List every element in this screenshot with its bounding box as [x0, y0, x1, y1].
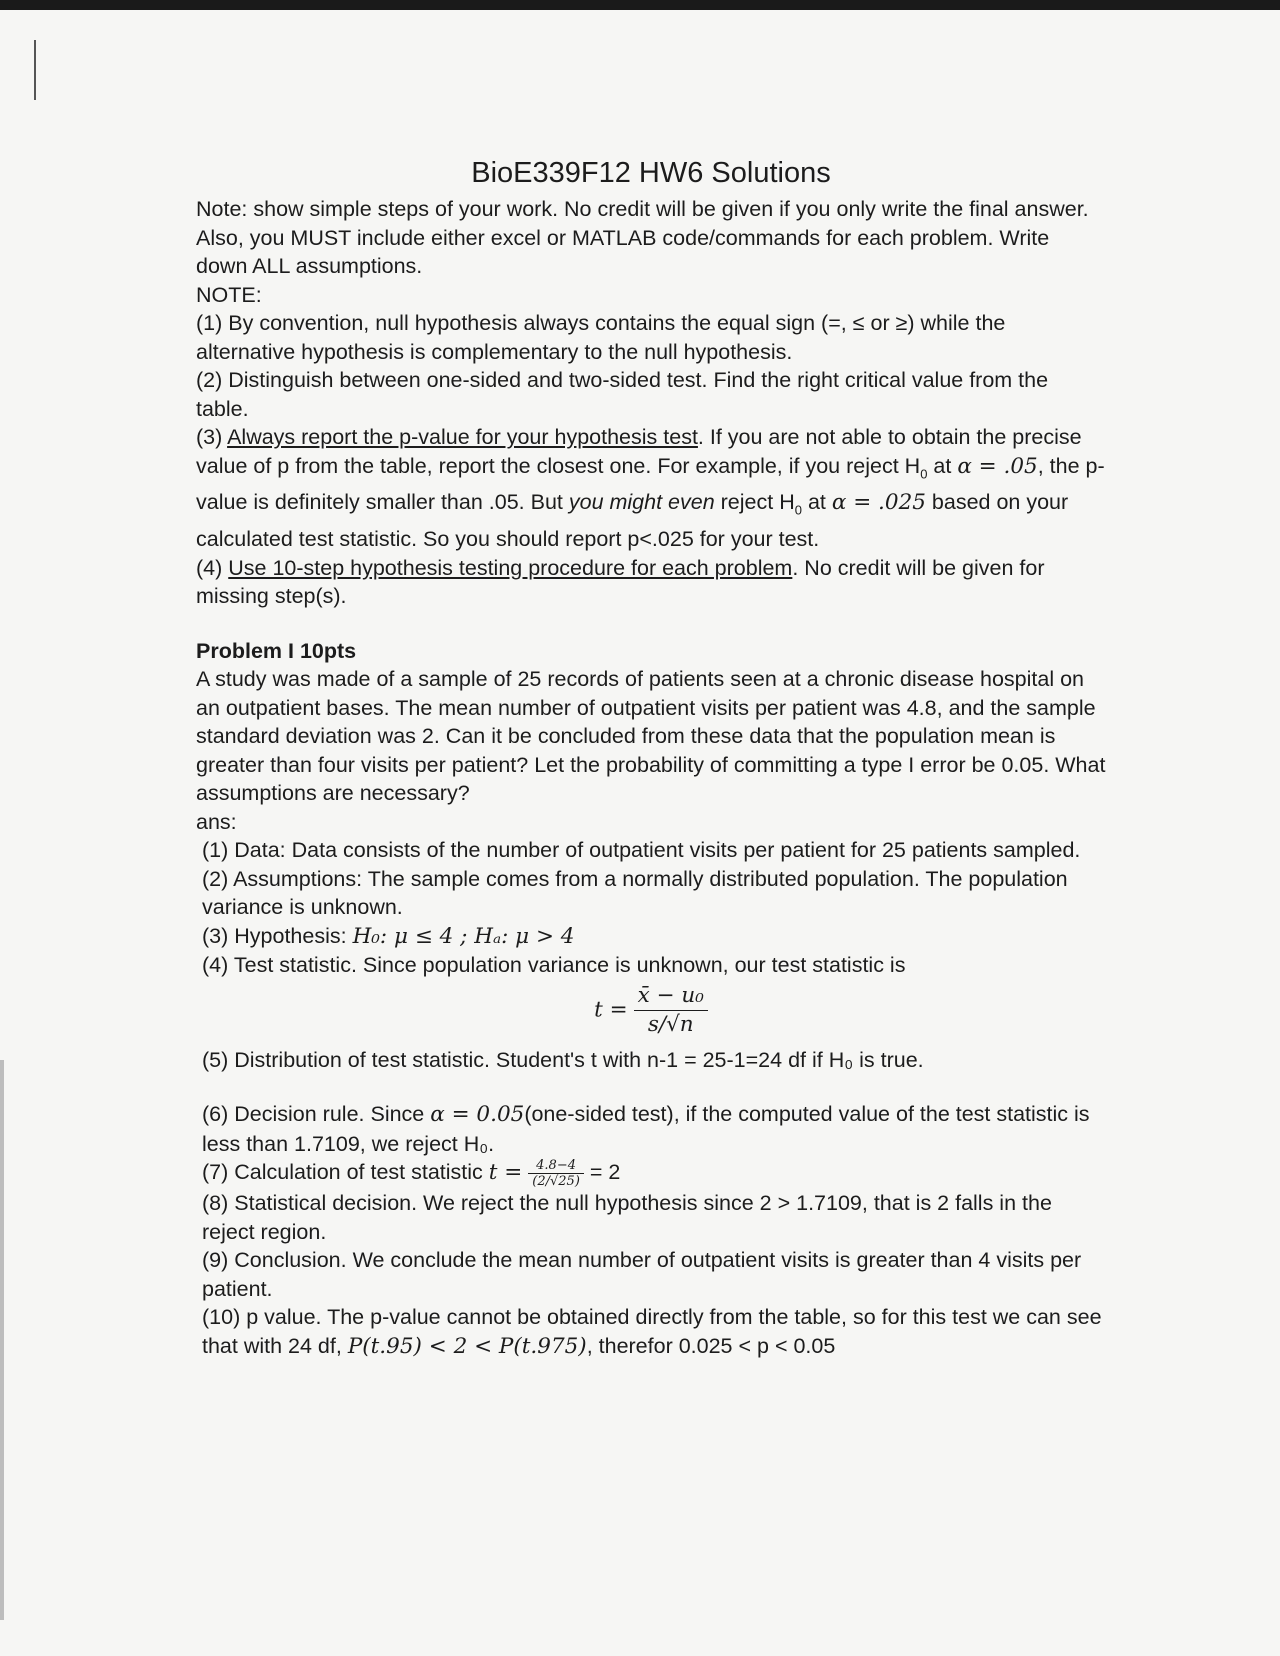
- note-paragraph: Note: show simple steps of your work. No credit will be given if you only write the final answer. Also, you MUST include either excel or MATLAB code/commands for each problem. Write down ALL assumptions.: [196, 197, 1089, 278]
- scan-mark: [34, 40, 36, 100]
- step-1: (1) Data: Data consists of the number of outpatient visits per patient for 25 patients sampled.: [202, 838, 1081, 863]
- formula-numerator: x̄ − u₀: [637, 982, 704, 1008]
- formula-denominator: s/√n: [634, 1010, 708, 1040]
- answer-label: ans:: [196, 809, 237, 834]
- calc-numerator: 4.8−4: [536, 1158, 576, 1174]
- note-item-2: (2) Distinguish between one-sided and two-sided test. Find the right critical value from the table.: [196, 368, 1049, 421]
- note-heading: NOTE:: [196, 282, 262, 307]
- step-8: (8) Statistical decision. We reject the null hypothesis since 2 > 1.7109, that is 2 falls in the reject region.: [202, 1191, 1052, 1244]
- problem-heading: Problem I 10pts: [196, 638, 357, 663]
- document-page: [196, 155, 1106, 1361]
- calc-denominator: (2/√25): [528, 1173, 584, 1189]
- step-5: (5) Distribution of test statistic. Student's t with n-1 = 25-1=24 df if H₀ is true.: [202, 1047, 924, 1072]
- note-item-1: (1) By convention, null hypothesis always contains the equal sign (=, ≤ or ≥) while the alternative hypothesis is complementary to the null hypothesis.: [196, 311, 1006, 364]
- step-9: (9) Conclusion. We conclude the mean number of outpatient visits is greater than 4 visits per patient.: [202, 1248, 1082, 1301]
- alpha-025: α = .025: [831, 490, 926, 516]
- step-4: (4) Test statistic. Since population variance is unknown, our test statistic is: [202, 953, 906, 978]
- step-7: (7) Calculation of test statistic t = $\frac{4.8-4}{(2/√25)}$ = 2: [202, 1158, 621, 1190]
- problem-text: A study was made of a sample of 25 records of patients seen at a chronic disease hospital on an outpatient bases. The mean number of outpatient visits per patient was 4.8, and the sample standard deviation was 2. Can it be concluded from these data that the population mean is greater than four visits per patient? Let the probability of committing a type I error be 0.05. What assumptions are necessary?: [196, 667, 1106, 806]
- step-6: (6) Decision rule. Since α = 0.05(one-sided test), if the computed value of the test statistic is less than 1.7109, we reject H₀.: [202, 1102, 1090, 1156]
- ten-step-underlined: Use 10-step hypothesis testing procedure for each problem: [228, 555, 793, 580]
- scan-dark-edge: [0, 0, 1280, 10]
- step-3: (3) Hypothesis: H₀: μ ≤ 4 ; Hₐ: μ > 4: [202, 923, 575, 949]
- step-2: (2) Assumptions: The sample comes from a normally distributed population. The population variance is unknown.: [202, 866, 1068, 920]
- test-statistic-formula: t = $\frac{\text{x̄ − u₀}}{s/√n}$: [196, 982, 1106, 1040]
- hypotheses: H₀: μ ≤ 4 ; Hₐ: μ > 4: [352, 923, 575, 949]
- page-title: BioE339F12 HW6 Solutions: [471, 157, 831, 189]
- report-p-value-underlined: Always report the p-value for your hypothesis test: [227, 425, 698, 449]
- alpha-05: α = .05: [957, 453, 1038, 479]
- note-item-4: (4) Use 10-step hypothesis testing procedure for each problem. No credit will be given for missing step(s).: [196, 555, 1045, 609]
- note-item-3: (3) Always report the p-value for your hypothesis test. If you are not able to obtain the precise value of p from the table, report the closest one. For example, if you reject $H_0$ at α = .05, the p-value is definitely smaller than .05. But you might even reject $H_0$ at α = .025 based on your calculated test statistic. So you should report p<.025 for your test.: [196, 425, 1105, 552]
- scan-side-edge: [0, 1060, 4, 1620]
- step-10: (10) p value. The p-value cannot be obtained directly from the table, so for this test we can see that with 24 df, P(t.95) < 2 < P(t.975), therefor 0.025 < p < 0.05: [202, 1305, 1102, 1359]
